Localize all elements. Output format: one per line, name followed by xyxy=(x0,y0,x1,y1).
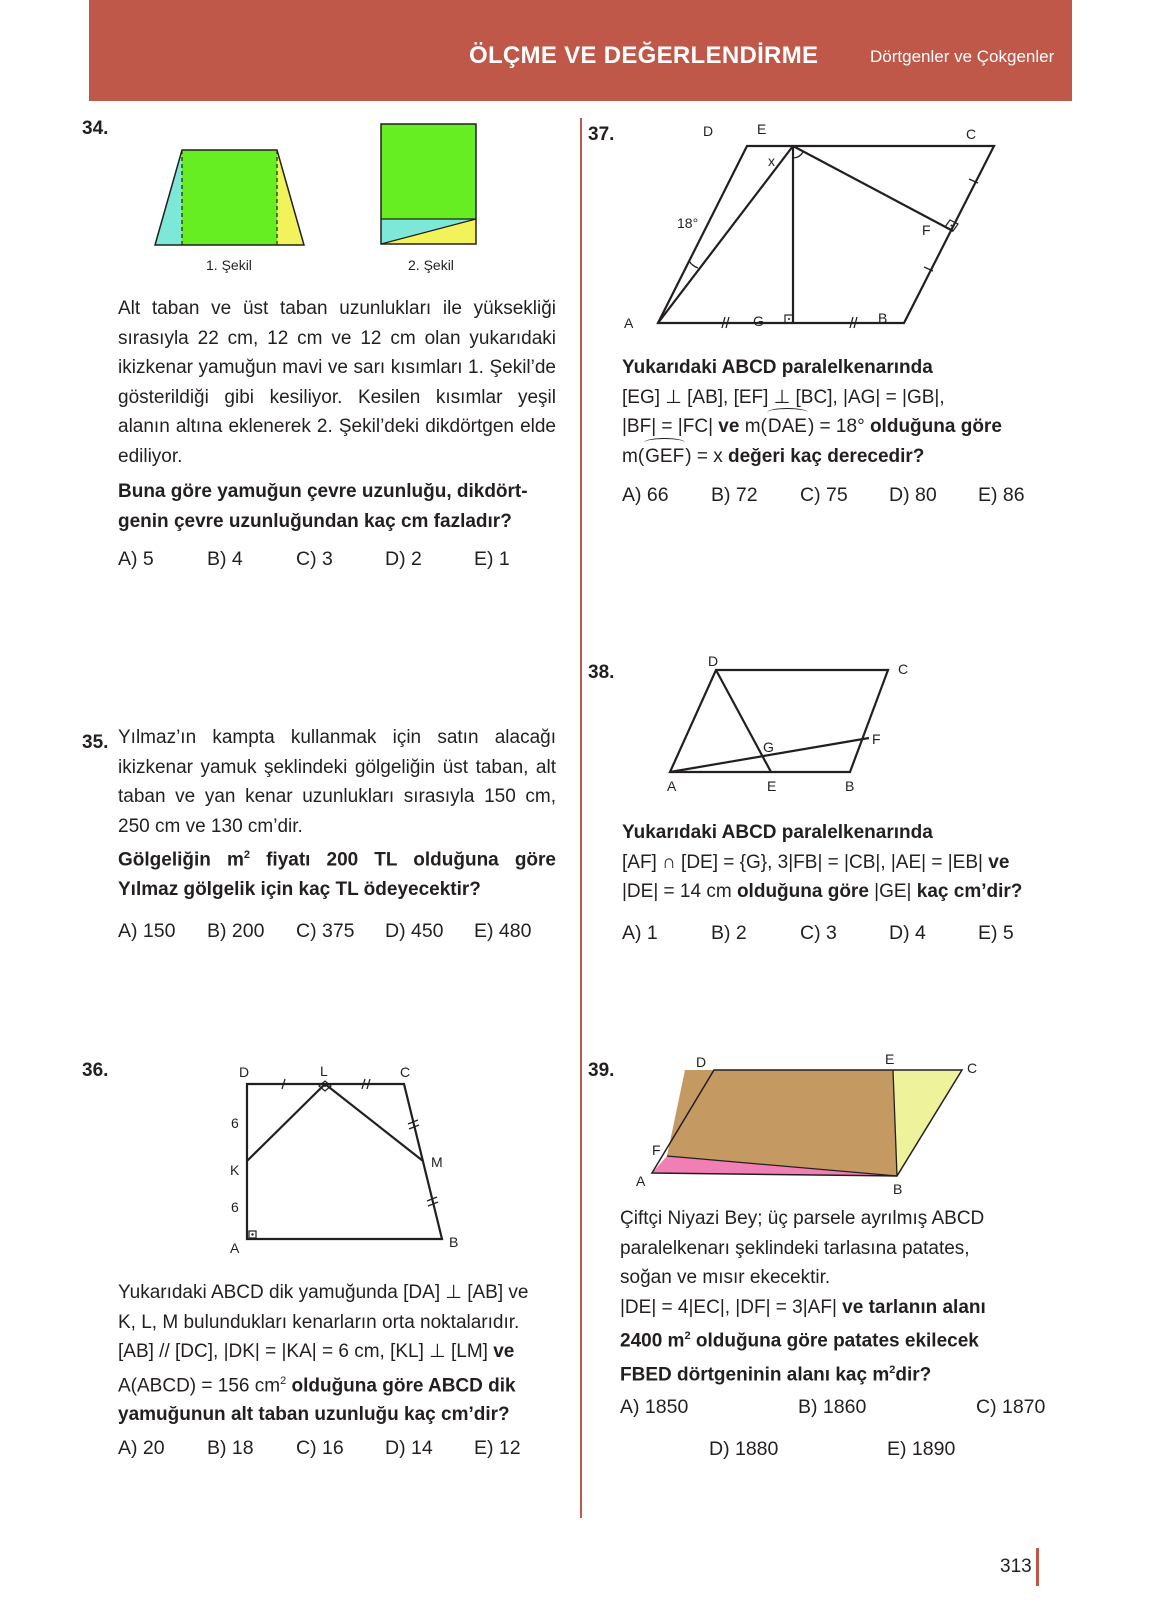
choice-a[interactable]: A) 5 xyxy=(118,548,154,570)
label-A: A xyxy=(624,315,634,331)
label-angle: 18° xyxy=(677,215,699,231)
label-D: D xyxy=(239,1064,250,1080)
choice-b[interactable]: B) 4 xyxy=(207,548,243,570)
label-six-bottom: 6 xyxy=(231,1199,239,1215)
header-separator xyxy=(1129,38,1132,76)
page-header xyxy=(89,0,1072,101)
question-number-38: 38. xyxy=(588,662,615,683)
label-B: B xyxy=(449,1234,459,1250)
choice-d[interactable]: D) 80 xyxy=(889,484,937,506)
label-C: C xyxy=(966,126,977,142)
q37-parallelogram xyxy=(624,120,1040,345)
label-D: D xyxy=(703,123,714,139)
q34-choices xyxy=(118,548,558,574)
trapezoid-green-part xyxy=(182,150,277,245)
column-divider xyxy=(580,118,582,1518)
label-F: F xyxy=(652,1142,661,1158)
q37-text: Yukarıdaki ABCD paralelkenarında [EG] ⊥ [AB], [EF] ⊥ [BC], |AG| = |GB|, |BF| = |FC| ve m(DAE) = 18° olduğuna göre m(GEF) = x değeri kaç derecedir? xyxy=(622,353,1062,471)
choice-e[interactable]: E) 12 xyxy=(474,1437,521,1459)
label-F: F xyxy=(922,222,931,238)
choice-d[interactable]: D) 2 xyxy=(385,548,422,570)
label-D: D xyxy=(696,1054,707,1070)
choice-c[interactable]: C) 3 xyxy=(800,922,837,944)
choice-c[interactable]: C) 75 xyxy=(800,484,848,506)
label-B: B xyxy=(893,1181,903,1197)
choice-c[interactable]: C) 3 xyxy=(296,548,333,570)
label-L: L xyxy=(320,1063,328,1079)
q35-text xyxy=(118,723,556,841)
choice-b[interactable]: B) 1860 xyxy=(798,1396,867,1418)
choice-d[interactable]: D) 4 xyxy=(889,922,926,944)
fig2-caption: 2. Şekil xyxy=(408,257,454,273)
question-number-39: 39. xyxy=(588,1060,615,1081)
choice-e[interactable]: E) 86 xyxy=(978,484,1025,506)
page-number-bar xyxy=(1036,1548,1039,1586)
choice-e[interactable]: E) 5 xyxy=(978,922,1014,944)
label-G: G xyxy=(763,739,774,755)
q34-text: Alt taban ve üst taban uzunlukları ile yüksekliği sırasıyla 22 cm, 12 cm ve 12 cm olan yukarıdaki ikizkenar yamuğun mavi ve sarı kısımları 1. Şekil’de gösterildiği gibi kesiliyor. Kesilen kısımlar yeşil alanın altına eklenerek 2. Şekil’deki dikdörtgen elde ediliyor. xyxy=(118,298,556,467)
page-number: 313 xyxy=(1000,1556,1032,1577)
question-number-36: 36. xyxy=(82,1060,109,1081)
label-E: E xyxy=(757,121,767,137)
q38-choices xyxy=(622,922,1062,948)
q34-figures xyxy=(150,120,500,280)
q39-choices-row1 xyxy=(620,1396,1070,1422)
choice-c[interactable]: C) 16 xyxy=(296,1437,344,1459)
choice-e[interactable]: E) 1 xyxy=(474,548,510,570)
label-F: F xyxy=(872,731,881,747)
q35-question: Gölgeliğin $m^2$ fiyatı 200 TL olduğuna göre Yılmaz gölgelik için kaç TL ödeyecektir? xyxy=(118,849,556,900)
fig1-caption: 1. Şekil xyxy=(206,257,252,273)
q35-statement: Yılmaz’ın kampta kullanmak için satın alacağı ikizkenar yamuk şeklindeki gölgeliğin üst taban, alt taban ve yan kenar uzunlukları sırasıyla 150 cm, 250 cm ve 130 cm’dir. xyxy=(118,727,556,837)
label-C: C xyxy=(400,1064,411,1080)
q34-question: Buna göre yamuğun çevre uzunluğu, dikdört-genin çevre uzunluğundan kaç cm fazladır? xyxy=(118,481,528,532)
question-number-37: 37. xyxy=(588,124,615,145)
label-K: K xyxy=(230,1162,240,1178)
header-title: ÖLÇME VE DEĞERLENDİRME xyxy=(469,42,819,69)
q39-parallelogram xyxy=(636,1051,980,1197)
choice-c[interactable]: C) 375 xyxy=(296,920,355,942)
choice-e[interactable]: E) 480 xyxy=(474,920,532,942)
q36-text: Yukarıdaki ABCD dik yamuğunda [DA] ⊥ [AB] ve K, L, M bulundukları kenarların orta noktalarıdır. [AB] // [DC], |DK| = |KA| = 6 cm, [KL] ⊥ [LM] ve A(ABCD) = 156 $cm^2$ olduğuna göre ABCD dik yamuğunun alt taban uzunluğu kaç cm’dir? xyxy=(118,1282,529,1426)
question-number-34: 34. xyxy=(82,118,109,139)
choice-e[interactable]: E) 1890 xyxy=(887,1438,956,1460)
choice-d[interactable]: D) 14 xyxy=(385,1437,433,1459)
q39-text: Çiftçi Niyazi Bey; üç parsele ayrılmış ABCD paralelkenarı şeklindeki tarlasına patates, soğan ve mısır ekecektir. |DE| = 4|EC|, |DF| = 3|AF| ve tarlanın alanı 2400 $m^2$ olduğuna göre patates ekilecek FBED dörtgeninin alanı kaç $m^2dir$? xyxy=(620,1208,986,1386)
question-number-35: 35. xyxy=(82,732,109,753)
choice-a[interactable]: A) 1 xyxy=(622,922,658,944)
label-A: A xyxy=(667,778,677,794)
q38-parallelogram xyxy=(660,655,920,795)
q34-rectangle-figure xyxy=(381,124,476,244)
q36-choices xyxy=(118,1437,558,1463)
label-E: E xyxy=(767,778,777,794)
label-C: C xyxy=(967,1060,978,1076)
choice-a[interactable]: A) 1850 xyxy=(620,1396,689,1418)
label-M: M xyxy=(431,1154,443,1170)
q35-choices xyxy=(118,920,558,946)
label-E: E xyxy=(885,1051,895,1067)
label-x: x xyxy=(768,153,775,169)
choice-a[interactable]: A) 20 xyxy=(118,1437,165,1459)
choice-b[interactable]: B) 2 xyxy=(711,922,747,944)
q36-right-trapezoid xyxy=(225,1055,465,1255)
header-subtitle: Dörtgenler ve Çokgenler xyxy=(870,47,1055,66)
choice-a[interactable]: A) 150 xyxy=(118,920,176,942)
label-B: B xyxy=(878,310,888,326)
q39-choices-row2 xyxy=(620,1438,1070,1464)
label-A: A xyxy=(230,1240,240,1256)
choice-a[interactable]: A) 66 xyxy=(622,484,669,506)
rectangle-green-part xyxy=(381,124,476,219)
label-B: B xyxy=(845,778,855,794)
label-six-top: 6 xyxy=(231,1115,239,1131)
choice-b[interactable]: B) 18 xyxy=(207,1437,254,1459)
q38-text: Yukarıdaki ABCD paralelkenarında [AF] ∩ [DE] = {G}, 3|FB| = |CB|, |AE| = |EB| ve |DE| = 14 cm olduğuna göre |GE| kaç cm’dir? xyxy=(622,822,1023,902)
label-G: G xyxy=(753,313,764,329)
choice-d[interactable]: D) 450 xyxy=(385,920,444,942)
q37-choices xyxy=(622,484,1062,510)
label-D: D xyxy=(708,653,719,669)
choice-b[interactable]: B) 72 xyxy=(711,484,758,506)
label-A: A xyxy=(636,1173,646,1189)
choice-d[interactable]: D) 1880 xyxy=(709,1438,779,1460)
choice-b[interactable]: B) 200 xyxy=(207,920,265,942)
choice-c[interactable]: C) 1870 xyxy=(976,1396,1046,1418)
q34-trapezoid-figure xyxy=(155,150,304,245)
label-C: C xyxy=(898,661,909,677)
